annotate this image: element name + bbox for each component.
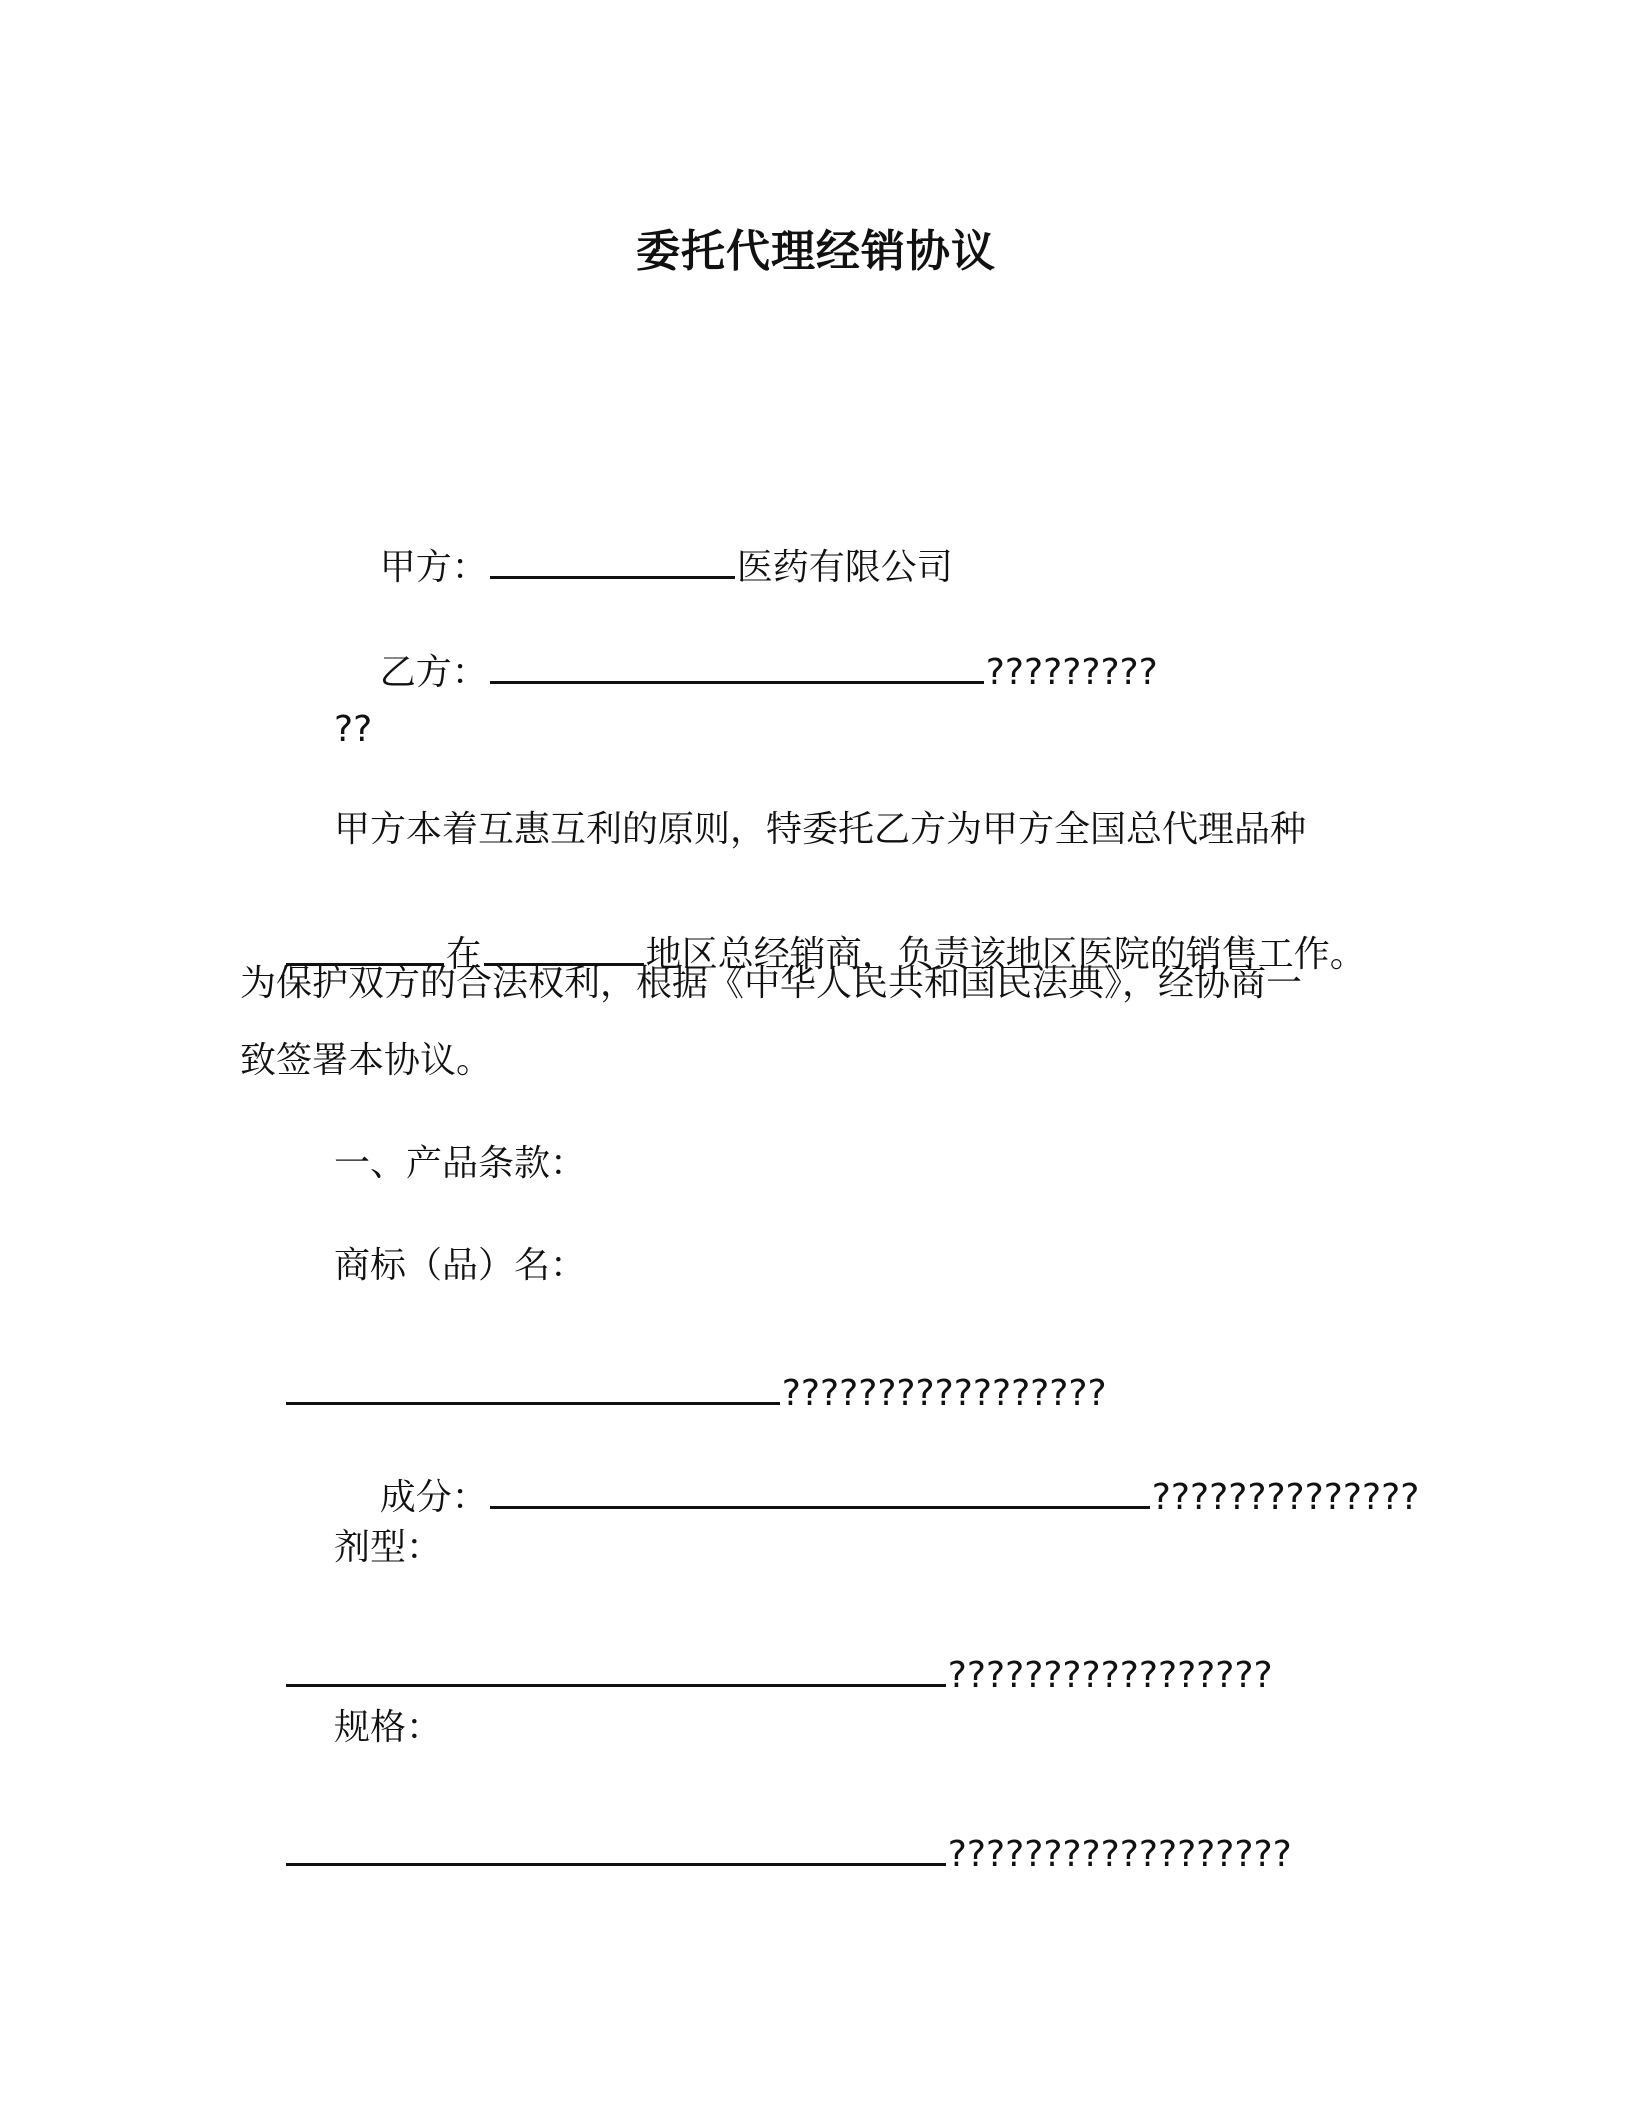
spec-suffix: ?????????????????? xyxy=(947,1834,1292,1875)
ingredient-line xyxy=(334,1426,1419,1570)
spec-blank xyxy=(286,1833,946,1866)
dosage-suffix: ????????????????? xyxy=(947,1655,1273,1696)
party-b-label: 乙方： xyxy=(379,652,488,693)
intro-line-2-mid: 在 xyxy=(445,934,482,975)
ingredient-blank xyxy=(490,1476,1150,1509)
spec-label: 规格： xyxy=(334,1707,443,1748)
ingredient-suffix: ?????????????? xyxy=(1151,1477,1420,1518)
party-a-label: 甲方： xyxy=(379,547,488,588)
section-1-heading: 一、产品条款： xyxy=(334,1143,587,1184)
intro-line-1: 甲方本着互惠互利的原则，特委托乙方为甲方全国总代理品种 xyxy=(334,809,1307,850)
party-b-line xyxy=(334,601,1158,745)
ingredient-label: 成分： xyxy=(379,1477,488,1518)
party-a-suffix: 医药有限公司 xyxy=(736,547,953,588)
party-b-suffix: ????????? xyxy=(985,652,1158,693)
intro-line-2-end: 地区总经销商，负责该地区医院的销售工作。 xyxy=(645,934,1366,975)
intro-line-4: 致签署本协议。 xyxy=(240,1040,493,1081)
trademark-blank xyxy=(286,1372,780,1405)
document-title: 委托代理经销协议 xyxy=(636,226,996,277)
dosage-blank xyxy=(286,1654,946,1687)
party-b-blank xyxy=(490,651,984,684)
dosage-label: 剂型： xyxy=(334,1527,443,1568)
party-a-blank xyxy=(490,546,735,579)
spec-line xyxy=(240,1783,1292,1927)
trademark-label: 商标（品）名： xyxy=(334,1245,587,1286)
mark-line: ?? xyxy=(334,709,373,750)
trademark-suffix: ????????????????? xyxy=(781,1373,1107,1414)
intro-line-3: 为保护双方的合法权利，根据《中华人民共和国民法典》，经协商一 xyxy=(240,963,1303,1004)
